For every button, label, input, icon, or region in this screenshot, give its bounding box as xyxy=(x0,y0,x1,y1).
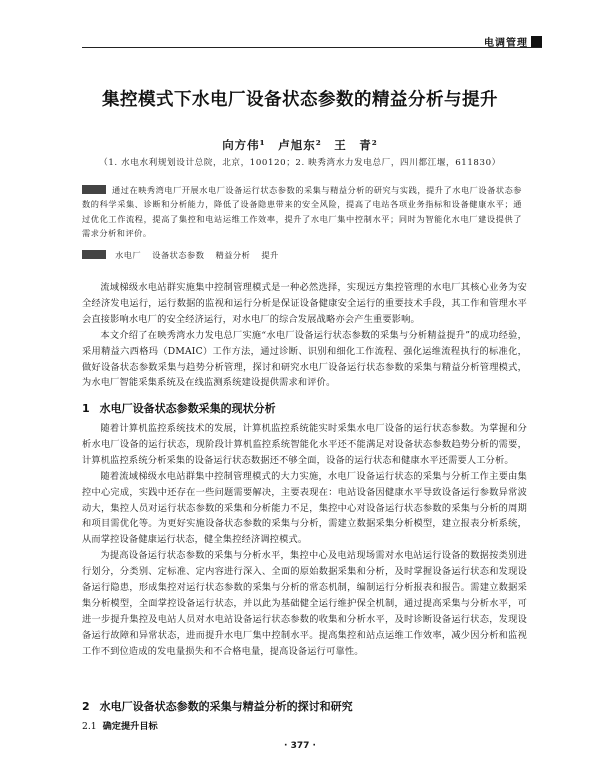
subsection-2-1-heading xyxy=(82,718,158,732)
author-list: 向方伟¹ 卢旭东² 王 青² xyxy=(222,138,378,152)
introduction xyxy=(82,280,527,391)
running-header-section: 电调管理 xyxy=(484,38,528,49)
subsection-number: 2.1 xyxy=(82,721,97,732)
abstract xyxy=(82,183,522,241)
abstract-label-marker xyxy=(82,185,106,194)
section-2-heading xyxy=(82,698,527,714)
article-title: 集控模式下水电厂设备状态参数的精益分析与提升 xyxy=(102,90,498,110)
header-marker-block xyxy=(531,36,542,47)
keywords xyxy=(82,250,522,261)
author-affiliation: （1. 水电水利规划设计总院，北京，100120；2. 映秀湾水力发电总厂，四川都江堰，611830） xyxy=(99,158,501,168)
section-number: 2 xyxy=(82,700,90,713)
body-paragraph: 随着计算机监控系统技术的发展，计算机监控系统能实时采集水电厂设备的运行状态参数。为掌握和分析水电厂设备的运行状态，现阶段计算机监控系统智能化水平还不能满足对设备状态参数趋势分析的需要，计算机监控系统分析采集的设备运行状态数据还不够全面，设备的运行状态和健康水平还需要人工分析。 xyxy=(82,423,527,466)
page-number: · 377 · xyxy=(284,741,316,751)
keyword: 精益分析 xyxy=(215,250,251,260)
intro-paragraph: 流域梯级水电站群实施集中控制管理模式是一种必然选择，实现远方集控管理的水电厂其核心业务为安全经济发电运行，运行数据的监视和运行分析是保证设备健康安全运行的重要技术手段，其工作和管理水平会直接影响水电厂的安全经济运行，对水电厂的综合发展战略亦会产生重要影响。 xyxy=(82,282,527,325)
section-number: 1 xyxy=(82,402,90,415)
subsection-title: 确定提升目标 xyxy=(102,721,158,732)
intro-paragraph: 本文介绍了在映秀湾水力发电总厂实施“水电厂设备运行状态参数的采集与分析精益提升”的成功经验，采用精益六西格玛（DMAIC）工作方法，通过诊断、识别和细化工作流程、强化运维流程执行的标准化，做好设备状态参数采集与趋势分析管理，探讨和研究水电厂设备运行状态参数的采集与精益分析管理模式，为水电厂智能采集系统及在线监测系统建设提供需求和评价。 xyxy=(82,329,527,389)
body-paragraph: 随着流域梯级水电站群集中控制管理模式的大力实施，水电厂设备运行状态的采集与分析工作主要由集控中心完成，实践中还存在一些问题需要解决，主要表现在：电站设备因健康水平导致设备运行参数异常波动大，集控人员对运行状态参数的采集和分析能力不足，集控中心对设备运行状态参数的采集与分析的周期和项目需优化等。为更好实施设备状态参数的采集与分析，需建立数据采集分析模型，建立报表分析系统，从而掌控设备健康运行状态，健全集控经济调控模式。 xyxy=(82,470,527,546)
section-1-heading xyxy=(82,400,527,416)
body-paragraph: 为提高设备运行状态参数的采集与分析水平，集控中心及电站现场需对水电站运行设备的数据按类别进行划分，分类别、定标准、定内容进行深入、全面的原始数据采集和分析，及时掌握设备运行状态和发现设备运行隐患，形成集控对运行状态参数的采集与分析的常态机制，编制运行分析报表和报告。需建立数据采集分析模型，全面掌控设备运行状态，并以此为基础健全运行维护保全机制，通过提高采集与分析水平，可进一步提升集控及电站人员对水电站设备运行状态参数的收集和分析水平，及时诊断设备运行状态，发现设备运行故障和异常状态，进而提升水电厂集中控制水平。提高集控和站点运维工作效率，减少因分析和监视工作不到位造成的发电量损失和不合格电量，提高设备运行可靠性。 xyxy=(82,550,527,657)
section-title: 水电厂设备状态参数采集的现状分析 xyxy=(99,402,276,415)
keyword: 提升 xyxy=(261,250,279,260)
keyword: 水电厂 xyxy=(115,250,142,260)
keyword: 设备状态参数 xyxy=(152,250,205,260)
section-title: 水电厂设备状态参数的采集与精益分析的探讨和研究 xyxy=(99,700,353,713)
keywords-label-marker xyxy=(82,250,106,259)
header-rule xyxy=(82,47,542,48)
section-1-body xyxy=(82,421,527,660)
abstract-text: 通过在映秀湾电厂开展水电厂设备运行状态参数的采集与精益分析的研究与实践，提升了水电厂设备状态参数的科学采集、诊断和分析能力，降低了设备隐患带来的安全风险，提高了电站各项业务指标和设备健康水平；通过优化工作流程，提高了集控和电站运维工作效率，提升了水电厂集中控制水平；同时为智能化水电厂建设提供了需求分析和评价。 xyxy=(82,185,522,239)
